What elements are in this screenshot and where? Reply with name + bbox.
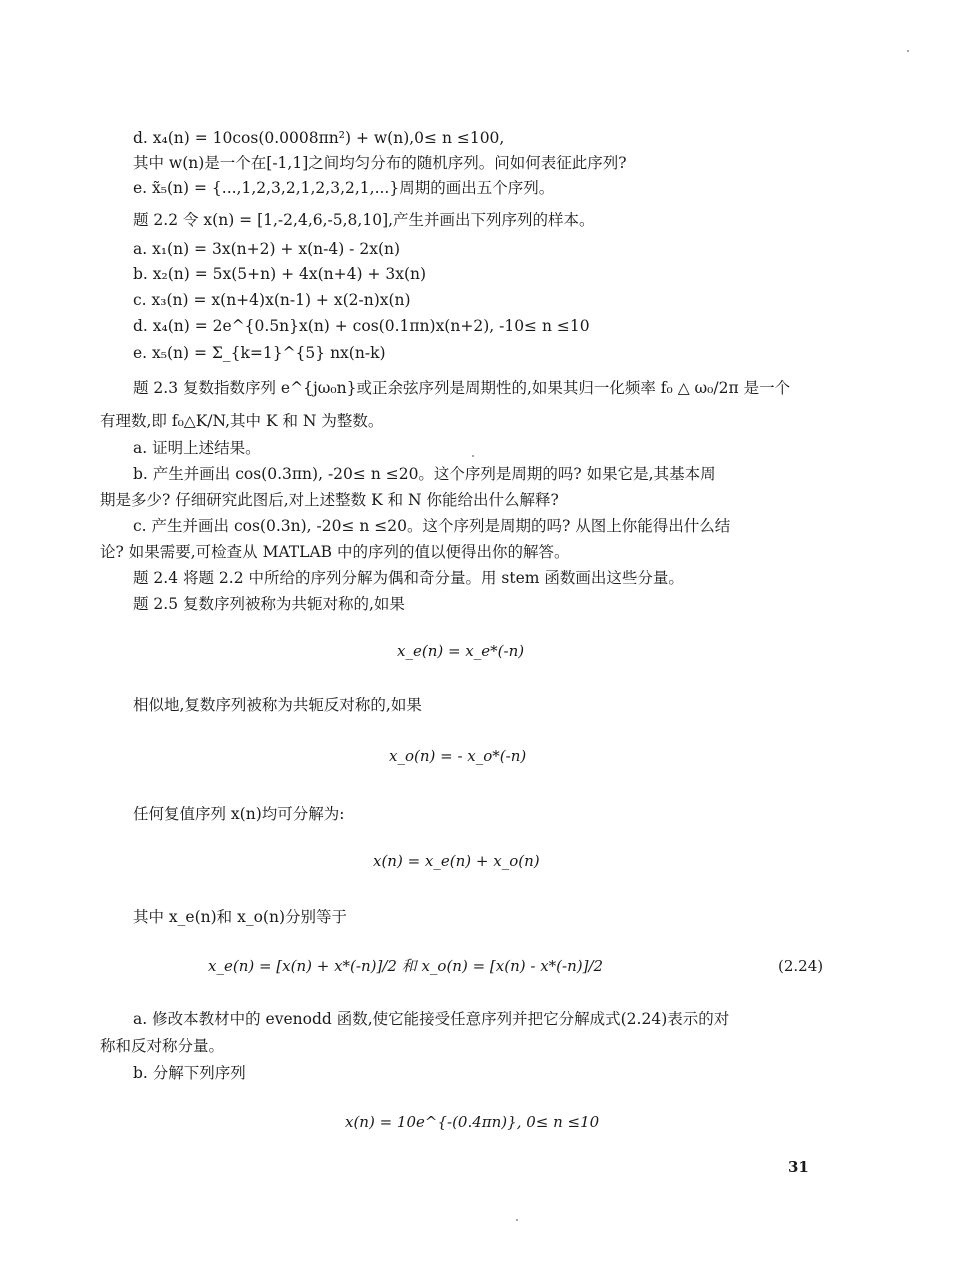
problem-2-2-c: c. x₃(n) = x(n+4)x(n-1) + x(2-n)x(n) — [133, 291, 411, 309]
text-where: 其中 x_e(n)和 x_o(n)分别等于 — [133, 908, 347, 926]
problem-2-3: 题 2.3 复数指数序列 e^{jω₀n}或正余弦序列是周期性的,如果其归一化频率 f₀ △ ω₀/2π 是一个 — [133, 379, 791, 397]
problem-2-5-b: b. 分解下列序列 — [133, 1064, 246, 1082]
problem-2-3-b: b. 产生并画出 cos(0.3πn), -20≤ n ≤20。这个序列是周期的吗? 如果它是,其基本周 — [133, 465, 716, 483]
problem-2-4: 题 2.4 将题 2.2 中所给的序列分解为偶和奇分量。用 stem 函数画出这些分量。 — [133, 569, 684, 587]
equation-decomposition: x(n) = x_e(n) + x_o(n) — [373, 852, 540, 870]
problem-2-3-b-cont: 期是多少? 仔细研究此图后,对上述整数 K 和 N 你能给出什么解释? — [100, 491, 559, 509]
equation-2-24: x_e(n) = [x(n) + x*(-n)]/2 和 x_o(n) = [x(n) - x*(-n)]/2 — [208, 957, 604, 975]
problem-2-5: 题 2.5 复数序列被称为共轭对称的,如果 — [133, 595, 405, 613]
problem-2-1-d-note: 其中 w(n)是一个在[-1,1]之间均匀分布的随机序列。问如何表征此序列? — [133, 154, 627, 172]
page-number: 31 — [788, 1158, 809, 1176]
scan-speck — [516, 1219, 518, 1221]
problem-2-2: 题 2.2 令 x(n) = [1,-2,4,6,-5,8,10],产生并画出下列序列的样本。 — [133, 211, 595, 229]
equation-sequence-b: x(n) = 10e^{-(0.4πn)}, 0≤ n ≤10 — [345, 1113, 600, 1131]
problem-2-3-c: c. 产生并画出 cos(0.3n), -20≤ n ≤20。这个序列是周期的吗? 从图上你能得出什么结 — [133, 517, 731, 535]
text-antisymmetric-intro: 相似地,复数序列被称为共轭反对称的,如果 — [133, 696, 422, 714]
equation-number: (2.24) — [778, 957, 824, 975]
problem-2-2-b: b. x₂(n) = 5x(5+n) + 4x(n+4) + 3x(n) — [133, 265, 427, 283]
scan-speck — [907, 50, 909, 52]
problem-2-3-a: a. 证明上述结果。 — [133, 439, 261, 457]
problem-2-1-e: e. x̃₅(n) = {...,1,2,3,2,1,2,3,2,1,...}周期的画出五个序列。 — [133, 179, 555, 197]
text-decomposition-intro: 任何复值序列 x(n)均可分解为: — [133, 805, 345, 823]
problem-2-3-cont: 有理数,即 f₀△K/N,其中 K 和 N 为整数。 — [100, 412, 384, 430]
equation-conjugate-antisymmetric: x_o(n) = - x_o*(-n) — [389, 747, 527, 765]
problem-2-3-c-cont: 论? 如果需要,可检查从 MATLAB 中的序列的值以便得出你的解答。 — [100, 543, 570, 561]
scan-speck — [472, 455, 474, 457]
problem-2-5-a: a. 修改本教材中的 evenodd 函数,使它能接受任意序列并把它分解成式(2.24)表示的对 — [133, 1010, 730, 1028]
problem-2-2-e: e. x₅(n) = Σ_{k=1}^{5} nx(n-k) — [133, 344, 386, 362]
problem-2-1-d: d. x₄(n) = 10cos(0.0008πn²) + w(n),0≤ n ≤100, — [133, 129, 505, 147]
problem-2-2-a: a. x₁(n) = 3x(n+2) + x(n-4) - 2x(n) — [133, 240, 401, 258]
equation-conjugate-symmetric: x_e(n) = x_e*(-n) — [397, 642, 525, 660]
problem-2-2-d: d. x₄(n) = 2e^{0.5n}x(n) + cos(0.1πn)x(n+2), -10≤ n ≤10 — [133, 317, 590, 335]
problem-2-5-a-cont: 称和反对称分量。 — [100, 1037, 225, 1055]
